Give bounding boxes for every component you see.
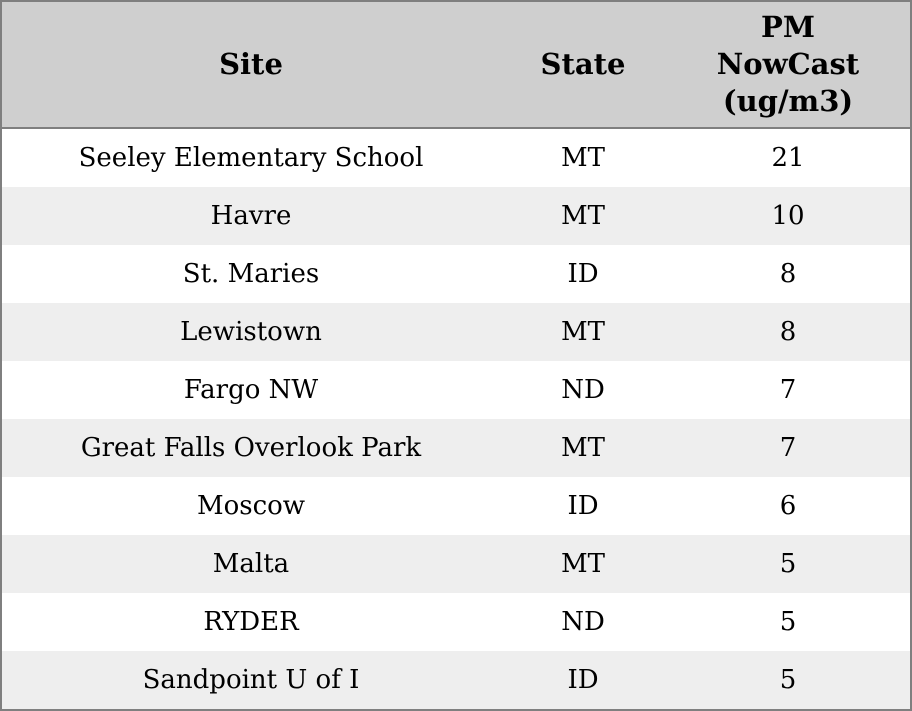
column-header-state: State [540, 47, 626, 81]
pm-header-line-2: NowCast [716, 47, 860, 81]
pm-cell: 7 [779, 375, 797, 405]
pm-cell: 7 [779, 433, 797, 463]
table-row [2, 303, 910, 361]
site-cell: Havre [210, 201, 292, 231]
pm-cell: 5 [779, 665, 797, 695]
table-header-row [2, 2, 910, 129]
pm-cell: 5 [779, 549, 797, 579]
site-cell: Lewistown [180, 317, 322, 347]
site-cell: Great Falls Overlook Park [80, 433, 422, 463]
table-row [2, 419, 910, 477]
state-cell: MT [561, 143, 605, 173]
site-cell: Moscow [196, 491, 306, 521]
state-cell: ND [561, 607, 605, 637]
state-cell: ID [567, 491, 599, 521]
column-header-site: Site [219, 47, 283, 81]
table-row [2, 477, 910, 535]
table-row [2, 361, 910, 419]
site-cell: Malta [212, 549, 290, 579]
column-header-pm-nowcast [666, 2, 910, 127]
pm-cell: 6 [779, 491, 797, 521]
site-cell: Sandpoint U of I [142, 665, 360, 695]
state-cell: MT [561, 549, 605, 579]
state-cell: ID [567, 665, 599, 695]
site-cell: RYDER [203, 607, 299, 637]
site-cell: Seeley Elementary School [78, 143, 424, 173]
table-row [2, 245, 910, 303]
table-row [2, 593, 910, 651]
pm-cell: 21 [771, 143, 805, 173]
state-cell: ID [567, 259, 599, 289]
site-cell: Fargo NW [183, 375, 319, 405]
pm-header-line-3: (ug/m3) [722, 84, 854, 118]
pm-header-line-1: PM [761, 10, 815, 44]
state-cell: MT [561, 317, 605, 347]
table-row [2, 535, 910, 593]
state-cell: ND [561, 375, 605, 405]
site-cell: St. Maries [182, 259, 320, 289]
pm-cell: 10 [771, 201, 805, 231]
pm-cell: 5 [779, 607, 797, 637]
pm-cell: 8 [779, 259, 797, 289]
pm-cell: 8 [779, 317, 797, 347]
table-row [2, 187, 910, 245]
table-row [2, 651, 910, 709]
table-row [2, 129, 910, 187]
state-cell: MT [561, 201, 605, 231]
state-cell: MT [561, 433, 605, 463]
